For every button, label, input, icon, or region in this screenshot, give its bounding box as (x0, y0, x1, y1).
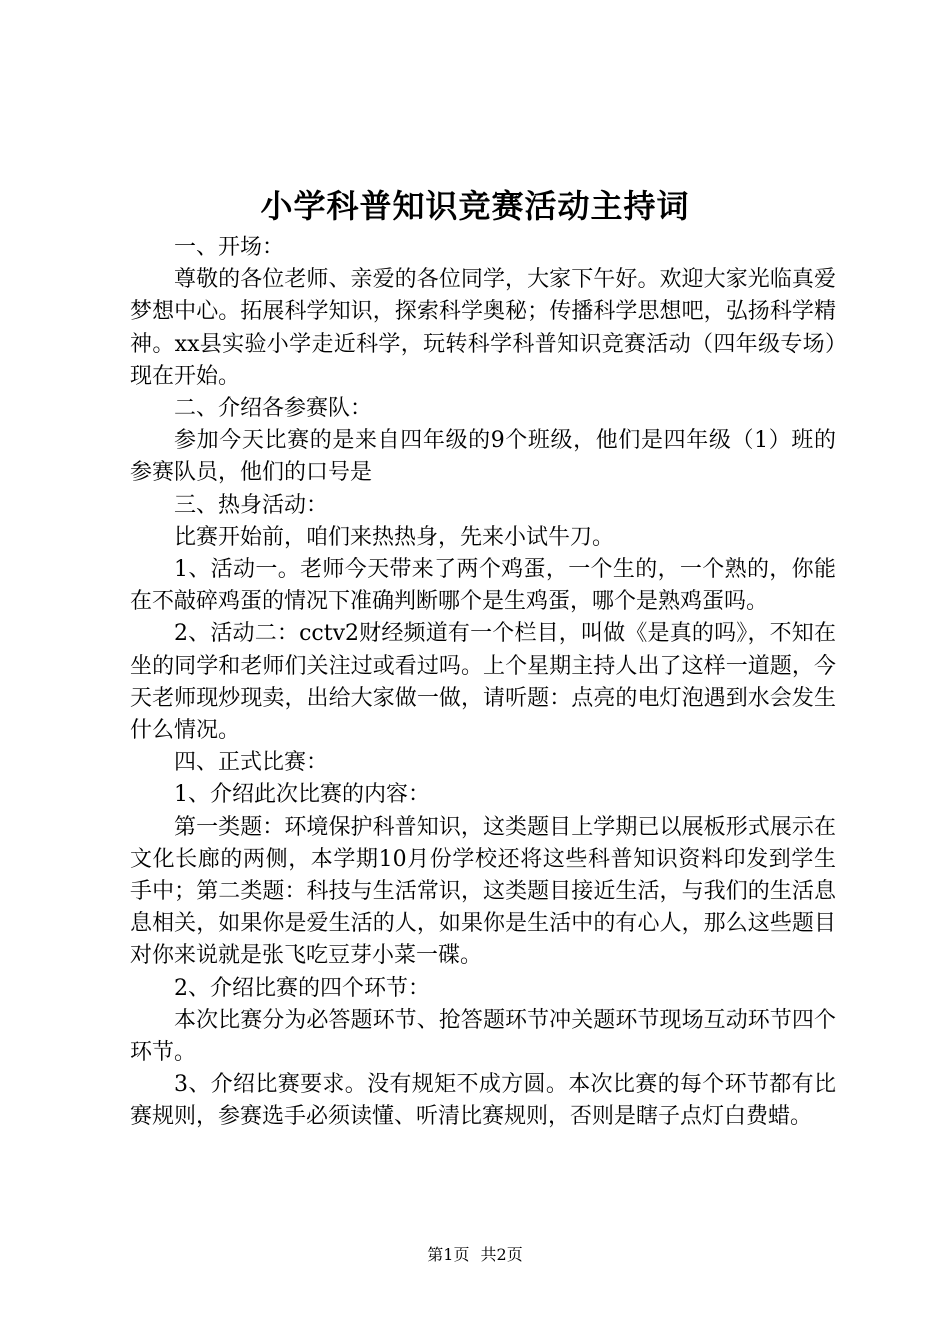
subheading-content: 1、介绍此次比赛的内容： (174, 782, 430, 808)
section-heading-competition: 四、正式比赛： (174, 750, 329, 776)
section-heading-teams: 二、介绍各参赛队： (174, 396, 373, 422)
paragraph-question-categories: 第一类题：环境保护科普知识，这类题目上学期已以展板形式展示在文化长廊的两侧，本学期10月份学校还将这些科普知识资料印发到学生手中；第二类题：科技与生活常识，这类题目接近生活，与我们的生活息息相关，如果你是爱生活的人，如果你是生活中的有心人，那么这些题目对你来说就是张飞吃豆芽小菜一碟。 (130, 814, 836, 969)
paragraph-teams: 参加今天比赛的是来自四年级的9个班级，他们是四年级（1）班的参赛队员，他们的口号是 (130, 428, 836, 486)
section-heading-opening: 一、开场： (174, 235, 285, 260)
page-footer (0, 1242, 950, 1265)
document-body (130, 232, 836, 1134)
paragraph-rules: 3、介绍比赛要求。没有规矩不成方圆。本次比赛的每个环节都有比赛规则，参赛选手必须读懂、听清比赛规则，否则是瞎子点灯白费蜡。 (130, 1072, 836, 1130)
subheading-four-stages: 2、介绍比赛的四个环节： (174, 975, 430, 1001)
paragraph-four-stages: 本次比赛分为必答题环节、抢答题环节冲关题环节现场互动环节四个环节。 (130, 1007, 836, 1066)
paragraph-warmup-intro: 比赛开始前，咱们来热热身，先来小试牛刀。 (174, 524, 615, 550)
paragraph-welcome: 尊敬的各位老师、亲爱的各位同学，大家下午好。欢迎大家光临真爱梦想中心。拓展科学知识，探索科学奥秘；传播科学思想吧，弘扬科学精神。xx县实验小学走近科学，玩转科学科普知识竞赛活动（四年级专场）现在开始。 (130, 267, 836, 389)
page-number: 第1页 (427, 1245, 470, 1264)
paragraph-activity-one: 1、活动一。老师今天带来了两个鸡蛋，一个生的，一个熟的，你能在不敲碎鸡蛋的情况下准确判断哪个是生鸡蛋，哪个是熟鸡蛋吗。 (130, 557, 836, 615)
paragraph-activity-two: 2、活动二：cctv2财经频道有一个栏目，叫做《是真的吗》，不知在坐的同学和老师们关注过或看过吗。上个星期主持人出了这样一道题，今天老师现炒现卖，出给大家做一做，请听题：点亮的电灯泡遇到水会发生什么情况。 (130, 621, 836, 744)
document-title: 小学科普知识竞赛活动主持词 (260, 187, 690, 225)
section-heading-warmup: 三、热身活动： (174, 492, 329, 518)
page-total: 共2页 (480, 1245, 523, 1264)
